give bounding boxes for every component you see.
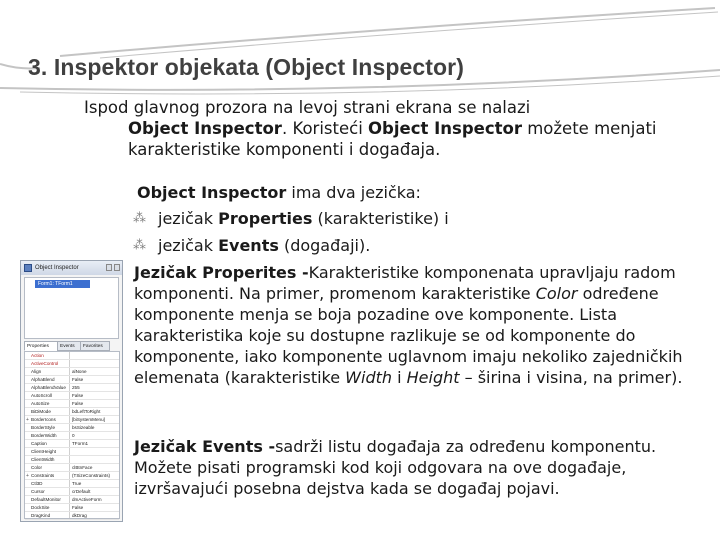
property-name: BorderIcons <box>31 417 56 422</box>
property-row <box>25 432 119 440</box>
property-row <box>25 496 119 504</box>
property-row <box>25 472 119 480</box>
inspector-titlebar <box>21 261 122 275</box>
property-name: AlphaBlend <box>31 377 55 382</box>
bullet-properties: jezičak Properties (karakteristike) i <box>158 209 449 228</box>
property-name: DockSite <box>31 505 50 510</box>
property-row <box>25 464 119 472</box>
property-name: AutoSize <box>31 401 50 406</box>
object-inspector-screenshot <box>20 260 123 522</box>
property-name: Ctl3D <box>31 481 43 486</box>
inspector-tabs <box>24 341 120 351</box>
property-value: False <box>72 393 84 398</box>
properties-paragraph: Jezičak Properites -Karakteristike komponenata upravljaju radom komponenti. Na primer, promenom karakteristike Color određene komponente menja se boja pozadine ove komponente. Lista karakteristika koje su dostupne razlikuje se od komponente do komponente, iako komponente uglavnom imaju nekoliko zajedničkih elemenata (karakteristike Width i Height – širina i visina, na primer). <box>134 263 683 387</box>
property-value: bsSizeable <box>72 425 95 430</box>
property-name: Action <box>31 353 44 358</box>
events-paragraph: Jezičak Events -sadrži listu događaja za određenu komponentu. Možete pisati programski kod koji odgovara na ove događaje, izvršavajući posebna dejstva kada se događaj pojavi. <box>134 437 657 498</box>
property-name: DragKind <box>31 513 51 518</box>
property-row <box>25 424 119 432</box>
property-name: BiDiMode <box>31 409 51 414</box>
property-value: dkDrag <box>72 513 87 518</box>
tab-properties: Properties <box>24 341 58 351</box>
property-name: BorderWidth <box>31 433 57 438</box>
bullet-icon: ⁂ <box>133 211 146 226</box>
property-value: [biSystemMenu] <box>72 417 105 422</box>
intro-lines: Object Inspector. Koristeći Object Inspector možete menjati karakteristike komponenti i događaja. <box>128 119 657 159</box>
property-row <box>25 416 119 424</box>
property-row <box>25 488 119 496</box>
inspector-title: Object Inspector <box>35 265 79 271</box>
property-row <box>25 352 119 360</box>
property-row <box>25 440 119 448</box>
property-row <box>25 376 119 384</box>
expand-icon: + <box>26 417 29 423</box>
property-value: 0 <box>72 433 75 438</box>
property-value: False <box>72 401 84 406</box>
property-name: Caption <box>31 441 47 446</box>
minimize-icon <box>106 264 112 271</box>
property-value: False <box>72 505 84 510</box>
property-name: AutoScroll <box>31 393 52 398</box>
property-value: bdLeftToRight <box>72 409 101 414</box>
property-value: clBtnFace <box>72 465 93 470</box>
property-name: DefaultMonitor <box>31 497 61 502</box>
property-name: ClientWidth <box>31 457 55 462</box>
property-value: alNone <box>72 369 87 374</box>
property-value: TForm1 <box>72 441 89 446</box>
property-row <box>25 448 119 456</box>
property-value: 255 <box>72 385 80 390</box>
title-decoration-lines <box>0 8 720 94</box>
property-row <box>25 512 119 520</box>
page-title: 3. Inspektor objekata (Object Inspector) <box>28 54 464 80</box>
property-value: False <box>72 377 84 382</box>
property-row <box>25 400 119 408</box>
property-value: (TSizeConstraints) <box>72 473 111 478</box>
bullet-events: jezičak Events (događaji). <box>158 236 371 255</box>
tree-item-form: Form1: TForm1 <box>35 280 90 288</box>
tab-events: Events <box>57 341 81 351</box>
property-name: BorderStyle <box>31 425 56 430</box>
property-name: Constraints <box>31 473 55 478</box>
property-name: AlphaBlendValue <box>31 385 66 390</box>
property-value: dmActiveForm <box>72 497 102 502</box>
component-tree <box>24 277 119 339</box>
intro-paragraph: Ispod glavnog prozora na levoj strani ekrana se nalazi <box>84 98 531 117</box>
property-grid <box>24 351 120 519</box>
property-row <box>25 360 119 368</box>
property-name: ClientHeight <box>31 449 57 454</box>
bullet-icon: ⁂ <box>133 238 146 253</box>
property-row <box>25 384 119 392</box>
property-row <box>25 392 119 400</box>
property-name: Align <box>31 369 42 374</box>
property-value: crDefault <box>72 489 91 494</box>
property-name: Cursor <box>31 489 45 494</box>
property-value: True <box>72 481 82 486</box>
property-row <box>25 456 119 464</box>
property-name: ActiveControl <box>31 361 59 366</box>
close-icon <box>114 264 120 271</box>
expand-icon: + <box>26 473 29 479</box>
property-row <box>25 480 119 488</box>
tabs-intro: Object Inspector ima dva jezička: <box>137 183 421 202</box>
window-icon <box>24 264 32 272</box>
tab-favorites: Favorites <box>80 341 110 351</box>
property-row <box>25 408 119 416</box>
property-name: Color <box>31 465 42 470</box>
property-row <box>25 504 119 512</box>
property-row <box>25 368 119 376</box>
